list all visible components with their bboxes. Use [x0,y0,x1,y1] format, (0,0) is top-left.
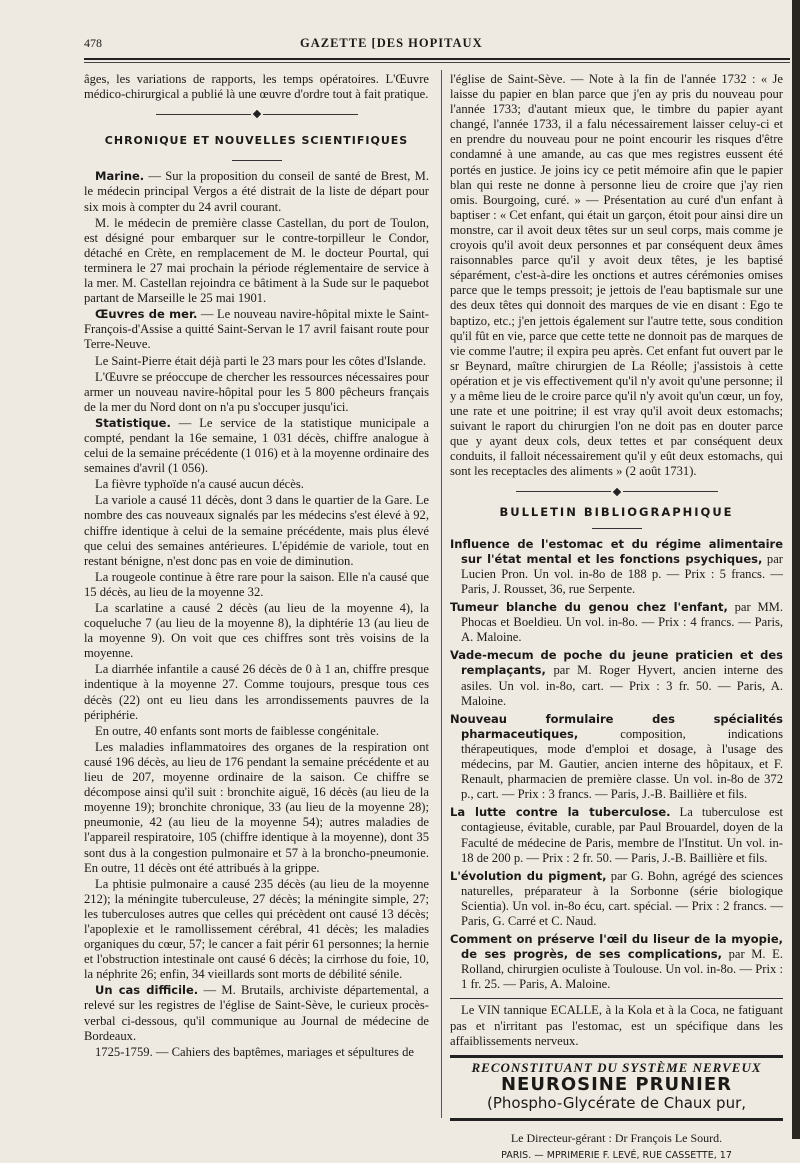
bib-details: par Lucien Pron. Un vol. in-8o de 188 p. — Prix : 5 francs. — Paris, J. Rousset, 36, rue Serpente. [461,551,783,596]
paragraph: La diarrhée infantile a causé 26 décès de 0 à 1 an, chiffre presque indentique à la moyenne 27. Comme toujours, presque tous ces décès (22) ont eu lieu dans les arrondissements pauvres de la périphérie. [84,662,429,722]
header-rule [84,58,790,60]
paragraph: La rougeole continue à être rare pour la saison. Elle n'a causé que 15 décès, au lieu de la moyenne 32. [84,569,429,599]
bib-details: par M. Roger Hyvert, ancien interne des asiles. Un vol. in-8o, cart. — Prix : 3 fr. 50. — Paris, A. Maloine. [461,663,783,708]
advertisement-vin: Le VIN tannique ECALLE, à la Kola et à la Coca, ne fatiguant pas et n'irritant pas l'estomac, est un spécifique dans les affaiblissements nerveux. [450,1003,783,1048]
paragraph: Les maladies inflammatoires des organes de la respiration ont causé 196 décès, au lieu de 176 pendant la semaine précédente et au lieu de 207, moyenne ordinaire de la saison. Ce chiffre se décompose ainsi qu'il suit : bronchite aiguë, 16 décès (au lieu de la moyenne 19); bronchite chronique, 33 (au lieu de la moyenne 28); pneumonie, 42 (au lieu de la moyenne 54); autres maladies de l'appareil respiratoire, 105 (chiffre identique à la moyenne), dont 35 sont dus à la congestion pulmonaire et 57 à la broncho-pneumonie. En outre, 11 décès ont été attribués à la grippe. [84,739,429,875]
header-rule-thin [84,62,790,63]
column-separator [441,70,442,1118]
page-number: 478 [84,36,102,50]
item-text: — M. Brutails, archiviste départemental, a relevé sur les registres de l'église de Saint-Sève, le curieux procès-verbal ci-dessous, qu'il communique au Journal de médecine de Bordeaux. [84,983,429,1043]
ad-product-description: (Phospho-Glycérate de Chaux pur, [486,1093,747,1112]
news-item-statistique [84,416,429,476]
bib-title: Comment on préserve l'œil du liseur de la myopie, de ses progrès, de ses complications, [450,932,783,962]
bib-entry [450,869,783,929]
ad-border-bottom [450,1118,783,1121]
publisher-director: Le Directeur-gérant : Dr François Le Sourd. [510,1130,723,1145]
left-column [84,72,429,1061]
bib-title: L'évolution du pigment, [450,868,607,883]
paragraph: La variole a causé 11 décès, dont 3 dans le quartier de la Gare. Le nombre des cas nouveaux signalés par les médecins s'est élevé à 92, chiffre identique à celui de la semaine précédente, mais plus élevé que celui des semaines antérieures. L'épidémie de variole, tout en restant bénigne, n'est donc pas en voie de diminution. [84,493,429,568]
ad-product-name: NEUROSINE PRUNIER [500,1073,732,1095]
paragraph: M. le médecin de première classe Castellan, du port de Toulon, est désigné pour embarquer sur le contre-torpilleur le Condor, détaché en Crète, en remplacement de M. le docteur Pourtal, qui terminera le 27 mai prochain la période réglementaire de service à la mer. M. Castellan rejoindra ce bâtiment à la Sude sur le paquebot partant de Marseille le 25 mai 1901. [84,215,429,306]
item-lead: Un cas difficile. [95,983,199,998]
bib-title: Nouveau formulaire des spécialités pharmaceutiques, [450,711,783,741]
bib-entry [450,805,783,865]
short-rule [592,528,642,529]
item-lead: Statistique. [95,415,171,430]
short-rule [232,160,282,161]
bib-title: Influence de l'estomac et du régime alimentaire sur l'état mental et les fonctions psychiques, [450,536,783,566]
item-text: — Le nouveau navire-hôpital mixte le Saint-François-d'Assise a quitté Saint-Servan le 17 avril faisant route pour Terre-Neuve. [84,307,429,352]
ad-headline: RECONSTITUANT DU SYSTÈME NERVEUX [471,1059,762,1075]
bib-entry [450,648,783,708]
divider [450,998,783,999]
paragraph: La fièvre typhoïde n'a causé aucun décès. [95,477,304,492]
bib-details: par MM. Phocas et Boeldieu. Un vol. in-8o. — Prix : 4 francs. — Paris, A. Maloine. [461,600,784,645]
paragraph: l'église de Saint-Sève. — Note à la fin de l'année 1732 : « Je laisse du papier en blan parce que j'en ay pris du nouveau pour l'année 1733; d'autant mieux que, le timbre du papier ayant changé, l'année 1733, il a falu nécessairement laisser celuy-ci et en prendre du nouveau pour ne point encourir les risques d'être condamné à une amande, au cas que mes registres eussent été portés en justice. Je joins icy ce petit mémoire afin que le papier blan qui reste ne donne à personne lieu de croire que j'ay rien omis. Bourgoing, curé. » — Présentation au curé d'un enfant à baptiser : « Cet enfant, qui était un garçon, étoit pour ainsi dire un monstre, car il avoit deux têtes sur un seul corps, mais comme je croyois qu'il avoit deux personnes et par conséquent deux âmes raisonnables parce qu'il y avoit deux têtes, je les baptisé séparément, c'est-à-dire les onctions et autres cérémonies omises parce que le temps pressoit; je jettois de l'eau baptismale sur une des deux têtes qui donnoit des marques de vie en disant : Ego te baptizo, etc.; j'en jettois également sur l'autre tette, sous condition qu'il fût en vie, parce que cette tette ne donnoit pas de marques de vie comme l'autre; il expira peu après. Cet enfant fut ouvert par le sr Beynard, maître chirurgien de La Réolle; j'assistois à cette opération et je vis effectivement qu'il n'y avoit qu'une personne; il y a même lieu de le croire parce qu'il n'y avoit qu'un cœur, un foy, une rate et une poitrine; il est vray qu'il avoit deux estomachs; suivant le raport du chirurgien l'on ne doit pas en douter parce que y ayant deux cols, deux tettes et par conséquent deux conduits, il falloit nécessairement qu'il y eût deux estomachs, qui sont les receptacles des aliments » (2 août 1731). [450,72,783,479]
bib-title: Vade-mecum de poche du jeune praticien et des remplaçants, [450,648,783,678]
bib-entry [450,537,783,597]
item-lead: Œuvres de mer. [95,307,198,322]
ornament-divider [450,484,783,499]
item-lead: Marine. [95,169,145,184]
paragraph: 1725-1759. — Cahiers des baptêmes, mariages et sépultures de [95,1044,414,1059]
bib-title: Tumeur blanche du genou chez l'enfant, [450,600,728,615]
bib-title: La lutte contre la tuberculose. [450,805,671,820]
page-edge [792,0,800,1139]
paragraph: âges, les variations de rapports, les temps opératoires. L'Œuvre médico-chirurgical a publié là une œuvre d'ordre tout à fait pratique. [84,72,429,102]
bib-entry [450,600,783,645]
item-text: — Le service de la statistique municipale a compté, pendant la 16e semaine, 1 031 décès, chiffre analogue à celui de la semaine précédente (1 016) et à la moyenne ordinaire des semaines d'avril (1 056). [84,415,429,476]
bib-details: La tuberculose est contagieuse, évitable, curable, par Paul Brouardel, doyen de la Faculté de médecine de Paris, membre de l'Institut. Un vol. in-18 de 200 p. — Prix : 2 fr. 50. — Paris, J.-B. Baillière et fils. [461,805,783,865]
bib-entry [450,932,783,992]
news-item-cas-difficile [84,983,429,1043]
paragraph: L'Œuvre se préoccupe de chercher les ressources nécessaires pour armer un nouveau navire-hôpital pour les 5 800 pêcheurs français de la mer du Nord dont on n'a pu s'occuper jusqu'ici. [84,369,429,414]
item-text: — Sur la proposition du conseil de santé de Brest, M. le médecin principal Vergos a été distrait de la liste de départ pour six mois à compter du 24 avril courant. [84,169,429,214]
right-column [450,72,783,1163]
bib-entry [450,712,783,803]
paragraph: La phtisie pulmonaire a causé 235 décès (au lieu de la moyenne 212); la méningite tuberculeuse, 27 décès; la méningite simple, 27; les tuberculoses autres que celles qui précèdent ont causé 13 décès; l'apoplexie et le ramollissement cérébral, 41 décès; les maladies organiques du cœur, 57; le cancer a fait périr 61 personnes; la hernie et l'obstruction intestinale ont causé 6 décès; la cirrhose du foie, 10, la néphrite 26; enfin, 34 vieillards sont morts de débilité sénile. [84,876,429,982]
section-title: CHRONIQUE ET NOUVELLES SCIENTIFIQUES [104,134,409,148]
news-item-oeuvres [84,307,429,352]
bib-details: par M. E. Rolland, chirurgien oculiste à Toulouse. Un vol. in-8o. — Prix : 1 fr. 25. — Paris, A. Maloine. [461,947,783,992]
bib-details: par G. Bohn, agrégé des sciences naturelles, préparateur à la Sorbonne (série biologique Scientia). Un vol. in-8o écu, cart. spécial. — Prix : 2 francs. — Paris, G. Carré et C. Naud. [461,868,783,928]
printer-line: PARIS. — MPRIMERIE F. LEVÉ, RUE CASSETTE, 17 [501,1149,732,1161]
section-title: BULLETIN BIBLIOGRAPHIQUE [499,504,734,519]
paragraph: En outre, 40 enfants sont morts de faiblesse congénitale. [95,723,379,738]
paragraph: La scarlatine a causé 2 décès (au lieu de la moyenne 4), la coqueluche 7 (au lieu de la moyenne 8), la diphtérie 13 (au lieu de la moyenne 9). On voit que ces chiffres sont très voisins de la moyenne. [84,601,429,661]
journal-title: GAZETTE [DES HOPITAUX [300,36,483,50]
bib-details: composition, indications thérapeutiques, mode d'emploi et dosage, à l'usage des médecins, par M. Gautier, ancien interne des hôpitaux, et F. Renault, pharmacien de première classe. Un vol. in-8o de 372 p., cart. — Prix : 3 francs. — Paris, J.-B. Baillière et fils. [461,726,783,802]
ad-border-top [450,1055,783,1058]
bibliography-list [450,537,783,993]
paragraph: Le Saint-Pierre était déjà parti le 23 mars pour les côtes d'Islande. [95,353,426,368]
news-item-marine [84,169,429,214]
ornament-divider [84,106,429,121]
